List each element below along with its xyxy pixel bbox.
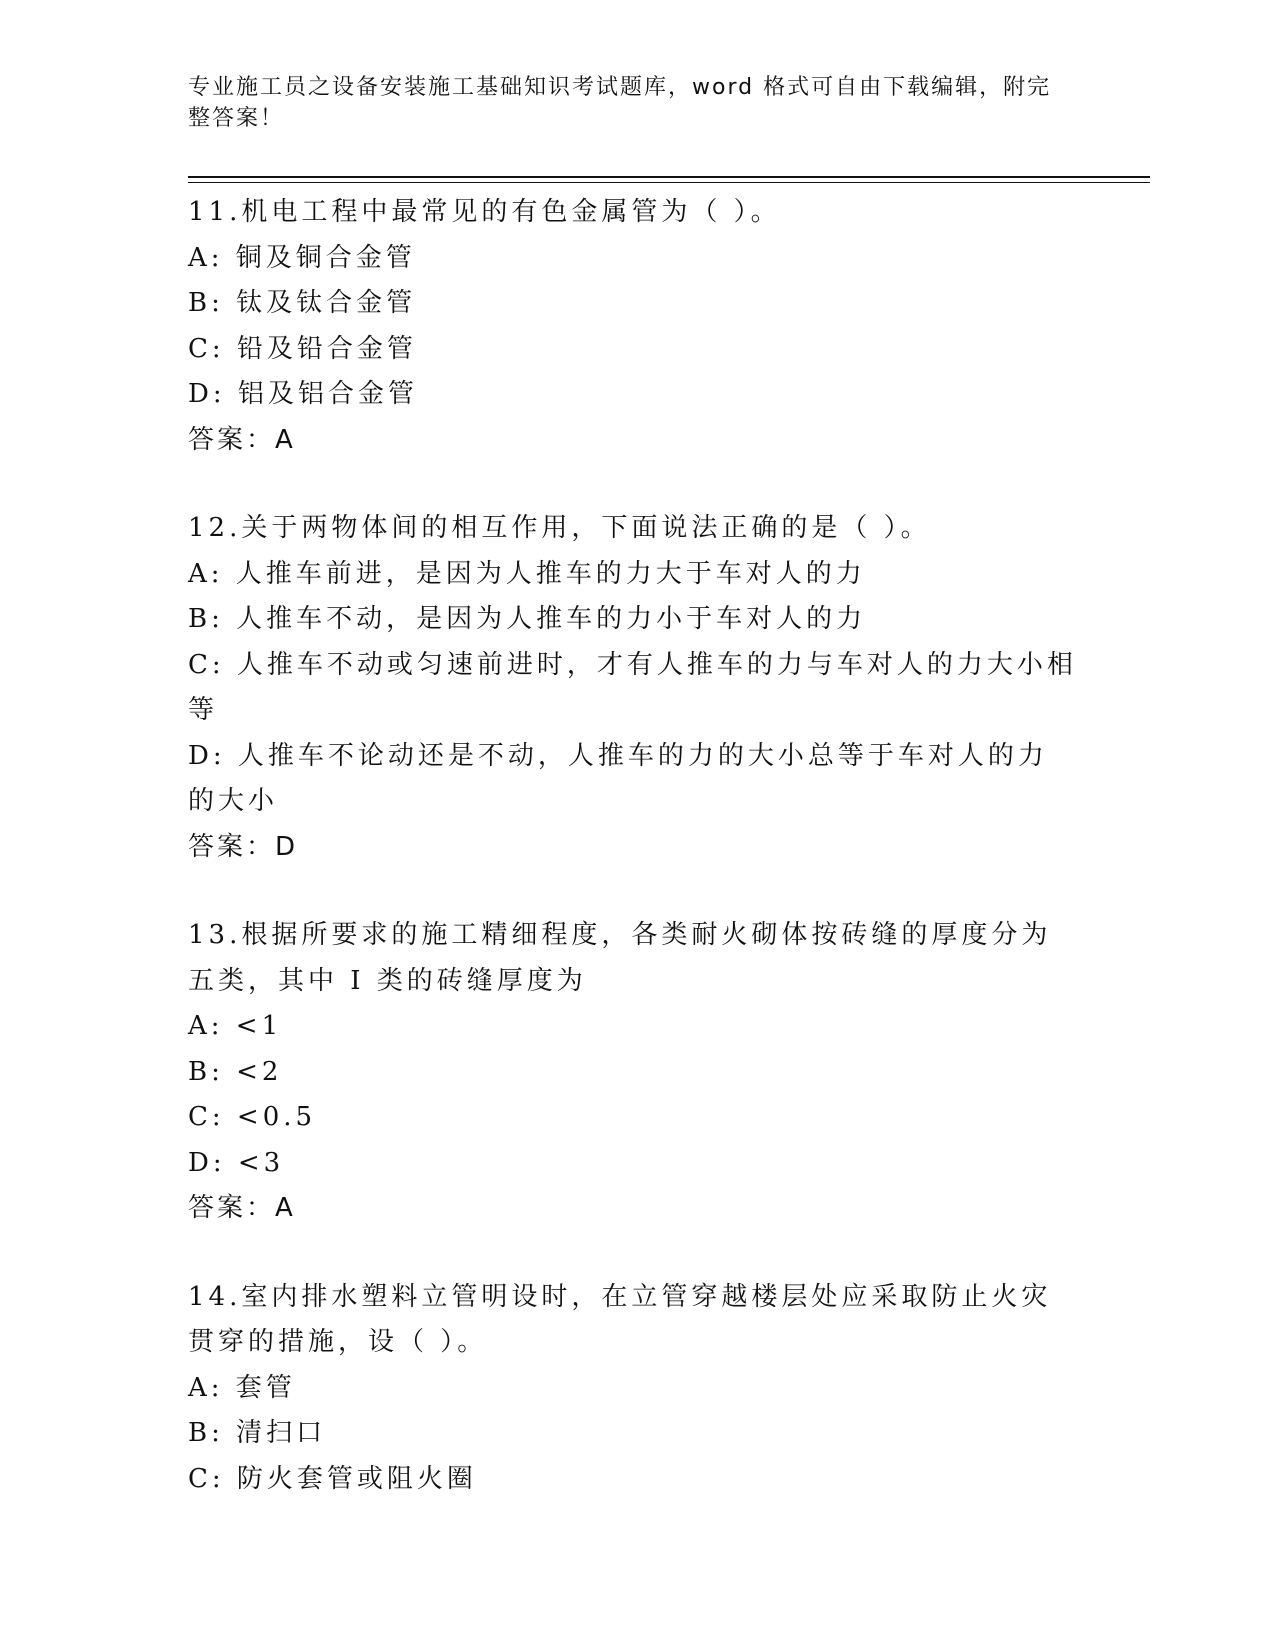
option-c: C: 人推车不动或匀速前进时，才有人推车的力与车对人的力大小相等 xyxy=(188,649,1077,725)
option-a: A: 套管 xyxy=(188,1372,296,1403)
option-b: B: 人推车不动，是因为人推车的力小于车对人的力 xyxy=(188,604,867,634)
answer: 答案：A xyxy=(188,424,296,455)
option-d: D: 人推车不论动还是不动，人推车的力的大小总等于车对人的力的大小 xyxy=(188,740,1048,816)
answer: 答案：A xyxy=(188,1193,296,1223)
option-d: D: 铝及铝合金管 xyxy=(188,379,418,409)
option-a: A: <1 xyxy=(188,1011,283,1041)
option-d: D: <3 xyxy=(188,1147,285,1178)
option-a: A: 人推车前进，是因为人推车的力大于车对人的力 xyxy=(188,558,866,589)
option-b: B: <2 xyxy=(188,1056,283,1087)
question-12 xyxy=(188,506,1088,870)
document-header xyxy=(188,72,1068,134)
option-b: B: 清扫口 xyxy=(188,1418,327,1448)
question-stem: 14.室内排水塑料立管明设时，在立管穿越楼层处应采取防止火灾贯穿的措施，设（ ）。 xyxy=(188,1281,1052,1357)
question-13 xyxy=(188,913,1088,1232)
option-b: B: 钛及钛合金管 xyxy=(188,288,417,318)
question-11 xyxy=(188,190,1088,463)
question-stem: 12.关于两物体间的相互作用，下面说法正确的是（ ）。 xyxy=(188,513,931,543)
question-list xyxy=(188,190,1088,1545)
option-c: C: 防火套管或阻火圈 xyxy=(188,1463,477,1494)
question-14 xyxy=(188,1275,1088,1503)
option-a: A: 铜及铜合金管 xyxy=(188,242,416,273)
question-stem: 11.机电工程中最常见的有色金属管为（ ）。 xyxy=(188,197,781,227)
header-divider-thin xyxy=(188,182,1150,183)
question-stem: 13.根据所要求的施工精细程度，各类耐火砌体按砖缝的厚度分为五类，其中 I 类的砖缝厚度为 xyxy=(188,920,1052,996)
answer: 答案：D xyxy=(188,831,299,862)
header-line-2: 整答案！ xyxy=(188,106,285,131)
option-c: C: <0.5 xyxy=(188,1102,317,1132)
option-c: C: 铅及铅合金管 xyxy=(188,333,417,364)
header-divider-thick xyxy=(188,176,1150,178)
header-line-1: 专业施工员之设备安装施工基础知识考试题库，word 格式可自由下载编辑，附完 xyxy=(188,75,1052,100)
